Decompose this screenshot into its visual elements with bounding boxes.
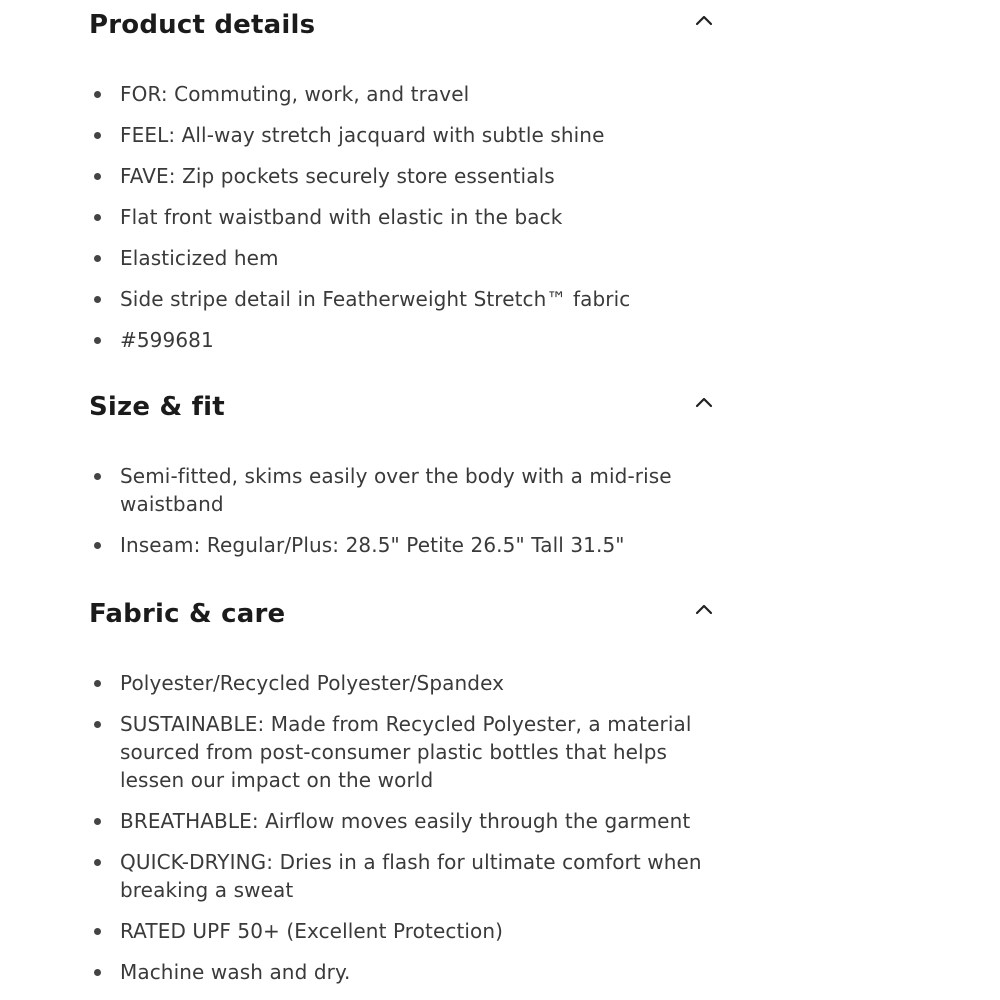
product-details-header[interactable] <box>89 5 719 45</box>
list-item: Machine wash and dry. <box>89 958 719 986</box>
product-details-title: Product details <box>89 10 316 40</box>
size-fit-section <box>89 387 719 557</box>
product-details-list <box>89 80 719 367</box>
list-item: Side stripe detail in Featherweight Stretch™ fabric <box>89 285 719 313</box>
list-item: FAVE: Zip pockets securely store essentials <box>89 162 719 190</box>
list-item: Semi-fitted, skims easily over the body with a mid-rise waistband <box>89 462 719 518</box>
product-details-section <box>89 5 719 352</box>
list-item: Flat front waistband with elastic in the back <box>89 203 719 231</box>
size-fit-list <box>89 462 719 572</box>
size-fit-header[interactable] <box>89 387 719 427</box>
list-item: RATED UPF 50+ (Excellent Protection) <box>89 917 719 945</box>
fabric-care-header[interactable] <box>89 594 719 634</box>
list-item: FOR: Commuting, work, and travel <box>89 80 719 108</box>
list-item: QUICK-DRYING: Dries in a flash for ultimate comfort when breaking a sweat <box>89 848 719 904</box>
list-item: Polyester/Recycled Polyester/Spandex <box>89 669 719 697</box>
chevron-up-icon[interactable] <box>695 602 713 616</box>
fabric-care-list <box>89 669 719 999</box>
chevron-up-icon[interactable] <box>695 13 713 27</box>
chevron-up-icon[interactable] <box>695 395 713 409</box>
list-item: BREATHABLE: Airflow moves easily through the garment <box>89 807 719 835</box>
fabric-care-section <box>89 594 719 984</box>
list-item: Inseam: Regular/Plus: 28.5" Petite 26.5" Tall 31.5" <box>89 531 719 559</box>
size-fit-title: Size & fit <box>89 392 225 422</box>
list-item: #599681 <box>89 326 719 354</box>
list-item: FEEL: All-way stretch jacquard with subtle shine <box>89 121 719 149</box>
fabric-care-title: Fabric & care <box>89 599 286 629</box>
list-item: SUSTAINABLE: Made from Recycled Polyester, a material sourced from post-consumer plastic bottles that helps lessen our impact on the world <box>89 710 719 794</box>
list-item: Elasticized hem <box>89 244 719 272</box>
